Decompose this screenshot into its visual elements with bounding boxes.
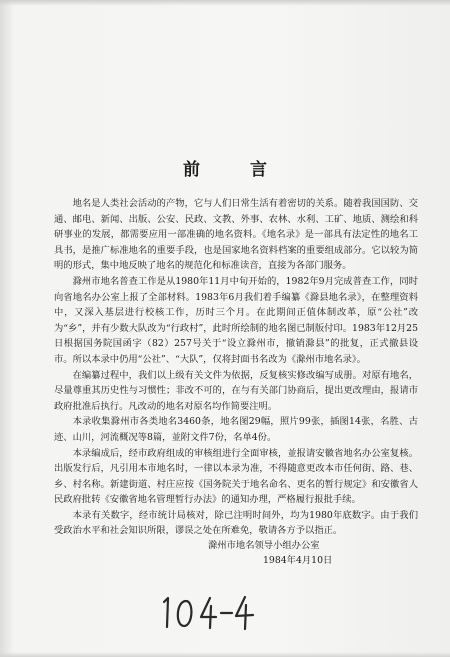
page-bottom-edge [0,652,450,657]
paragraph-5: 本录编成后，经市政府组成的审核组进行全面审核，並报请安徽省地名办公室复核。出版发行后，凡引用本市地名时，一律以本录为准，不得随意更改本市任何街、路、巷、乡、村名称。新建街道、村庄应按《国务院关于地名命名、更名的暂行规定》和安徽省人民政府批转《安徽省地名管理暂行办法》的通知办理，严格履行报批手续。 [54,447,418,506]
handwritten-page-number [146,593,266,633]
body-text [54,196,418,539]
signature-organization: 滁州市地名领导小组办公室 [208,540,320,551]
paragraph-2: 滁州市地名普查工作是从1980年11月中旬开始的，1982年9月完成普查工作，同时向省地名办公室上报了全部材料。1983年6月我们着手编纂《滁县地名录》，在整理资料中，又深入基层进行校核工作，历时三个月。在此期间正值体制改革，原“公社”改为“乡”，并有少数大队改为“行政村”，此时所绘制的地名图已制版付印。1983年12月25日根据国务院国函字（82）257号关于“设立滁州市，撤销滁县”的批复，正式撤县设市。所以本录中仍用“公社”、“大队”，仅将封面书名改为《滁州市地名录》。 [54,275,418,365]
paragraph-1: 地名是人类社会活动的产物，它与人们日常生活有着密切的关系。随着我国国防、交通、邮电、新闻、出版、公安、民政、文教、外事、农林、水利、工矿、地质、测绘和科研事业的发展，都需要应用一部准确的地名资料。《地名录》是一部具有法定性的地名工具书，是推广标准地名的重要手段，也是国家地名资料档案的重要组成部分。它以较为简明的形式，集中地反映了地名的规范化和标准读音，直接为各部门服务。 [54,198,418,272]
paragraph-3: 在编纂过程中，我们以上级有关文件为依据，反复核实修改编写成册。对原有地名，尽量尊重其历史性与习惯性；非改不可的，在与有关部门协商后，提出更改理由，报请市政府批准后执行。凡改动的地名对原名均作简要注明。 [54,369,418,412]
paragraph-4: 本录收集滁州市各类地名3460条，地名图29幅，照片99张，插图14张，名胜、古迹、山川，河流概况等8篇，並附文件7份，名单4份。 [54,416,418,443]
page-top-edge [0,0,450,6]
signature-block [208,538,332,568]
page-title: 前 言 [183,160,289,180]
signature-date: 1984年4月10日 [263,555,333,566]
paragraph-6: 本录有关数字，经市统计局核对，除已注明时间外，均为1980年底数字。由于我们受政治水平和社会知识所限，谬误之处在所难免，敬请各方予以指正。 [54,509,418,537]
